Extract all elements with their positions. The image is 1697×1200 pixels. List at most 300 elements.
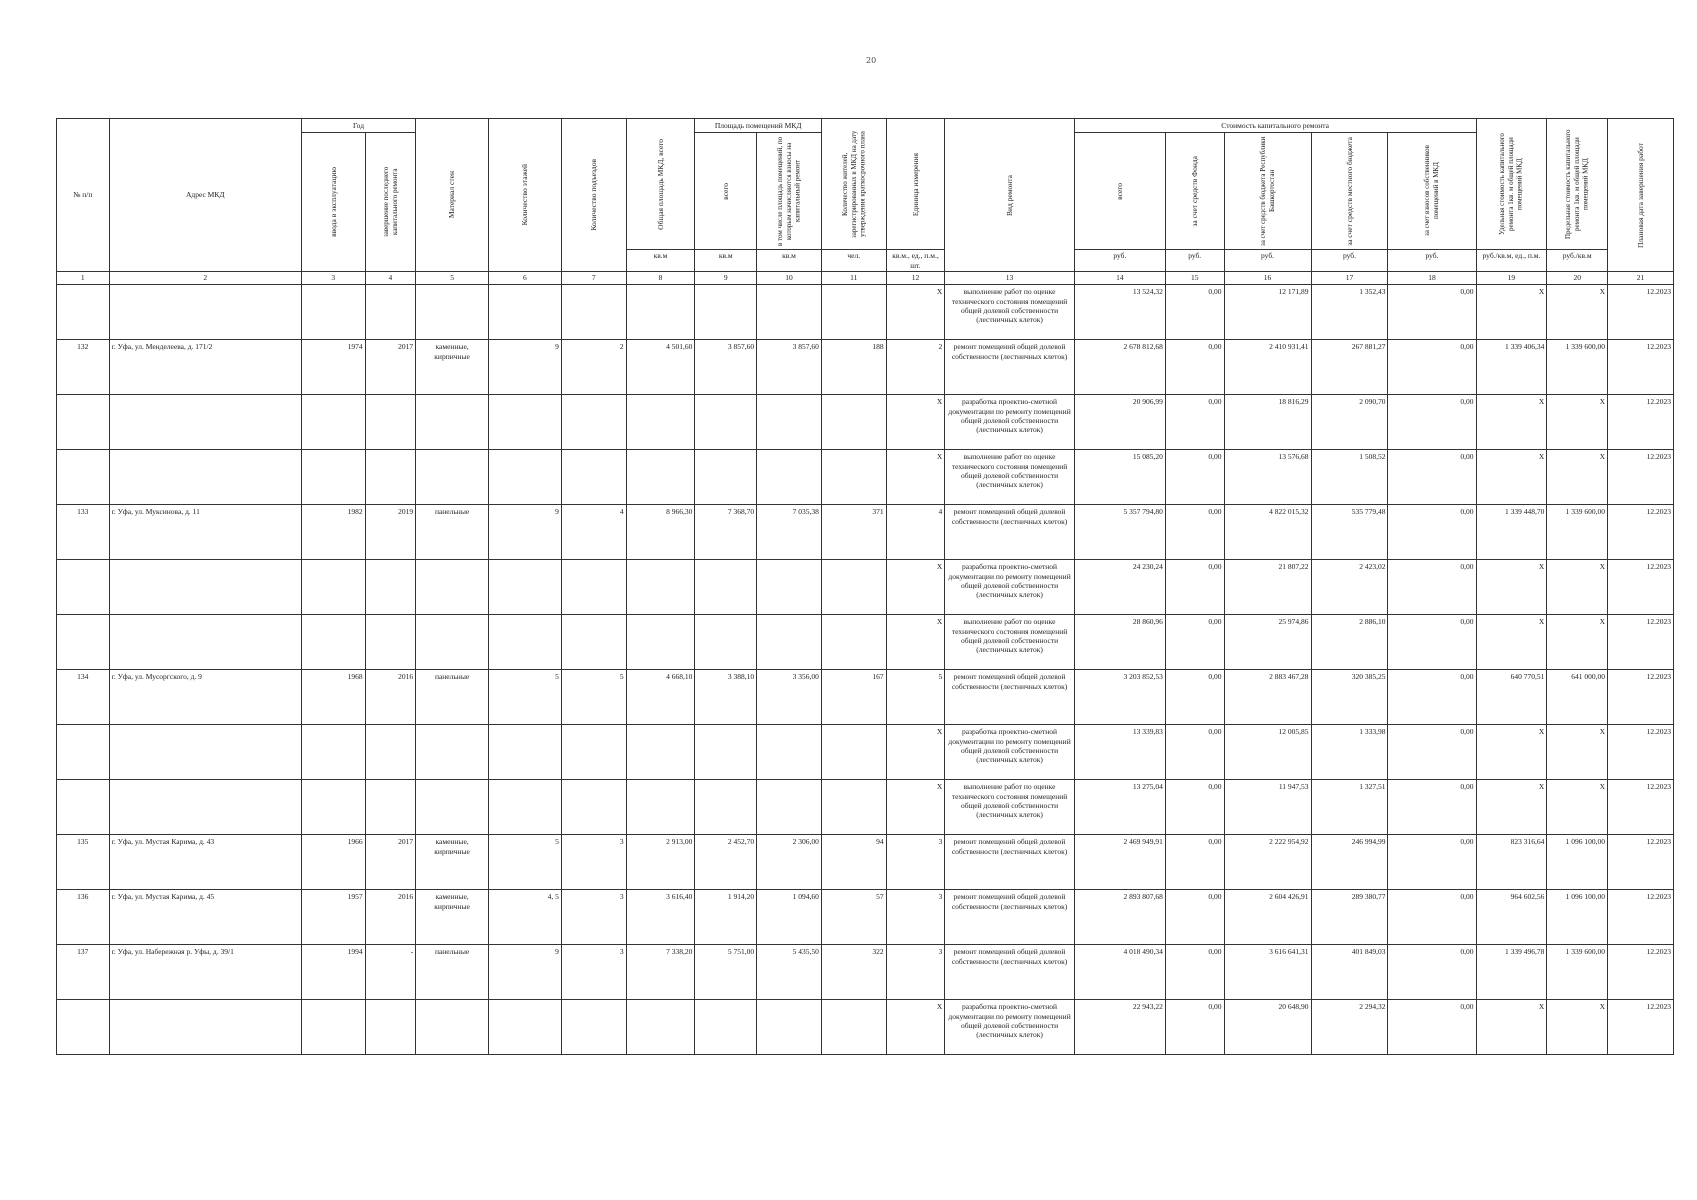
row-unit: X [886,725,945,780]
row-total-area [626,725,695,780]
column-number: 1 [57,272,110,285]
row-max-cost: 1 339 600,00 [1547,505,1608,560]
row-num: 132 [57,340,110,395]
row-floors: 5 [489,835,562,890]
table-row [57,945,1674,1000]
row-cost-local: 401 849,03 [1311,945,1388,1000]
unit-label: чел. [821,250,886,272]
row-num [57,395,110,450]
row-area-all [695,1000,757,1055]
row-residents [821,560,886,615]
row-cost-fund: 0,00 [1165,340,1224,395]
header-year-group: Год [301,119,415,133]
row-unit-cost: X [1476,725,1547,780]
table-row [57,505,1674,560]
row-area-incl [757,615,822,670]
table-header [57,119,1674,285]
row-area-all [695,780,757,835]
row-cost-republic: 21 807,22 [1224,560,1311,615]
row-cost-local: 267 881,27 [1311,340,1388,395]
row-residents: 188 [821,340,886,395]
row-cost-fund: 0,00 [1165,890,1224,945]
row-max-cost: X [1547,725,1608,780]
header-year-commission: ввода в эксплуатацию [301,133,365,272]
row-cost-total: 28 860,96 [1074,615,1165,670]
row-cost-local: 1 508,52 [1311,450,1388,505]
row-num: 137 [57,945,110,1000]
row-cost-owners: 0,00 [1388,505,1476,560]
row-unit: X [886,1000,945,1055]
column-number: 3 [301,272,365,285]
row-unit: 4 [886,505,945,560]
row-cost-republic: 12 005,85 [1224,725,1311,780]
table-row [57,835,1674,890]
header-cost-local: за счет средств местного бюджета [1311,133,1388,250]
row-wall-material [416,615,489,670]
column-number: 18 [1388,272,1476,285]
row-year-commission [301,725,365,780]
row-cost-local: 289 380,77 [1311,890,1388,945]
header-residents: Количество жителей, зарегистрированных в МКД на дату утверждения краткосрочного плана [821,119,886,250]
row-deadline: 12.2023 [1608,725,1674,780]
row-deadline: 12.2023 [1608,890,1674,945]
unit-label: руб. [1074,250,1165,272]
row-entrances: 2 [561,340,626,395]
unit-label: кв.м [695,250,757,272]
row-cost-fund: 0,00 [1165,945,1224,1000]
row-entrances: 4 [561,505,626,560]
row-floors: 4, 5 [489,890,562,945]
row-max-cost: X [1547,615,1608,670]
row-address: г. Уфа, ул. Мусоргского, д. 9 [109,670,301,725]
row-total-area: 3 616,40 [626,890,695,945]
row-year-commission [301,615,365,670]
unit-label: кв.м., ед., п.м., шт. [886,250,945,272]
row-max-cost: 1 339 600,00 [1547,340,1608,395]
row-work-type: ремонт помещений общей долевой собственности (лестничных клеток) [945,670,1075,725]
row-unit: X [886,450,945,505]
row-unit: 3 [886,835,945,890]
row-year-commission: 1957 [301,890,365,945]
row-floors [489,780,562,835]
row-max-cost: 1 096 100,00 [1547,890,1608,945]
row-cost-total: 5 357 794,80 [1074,505,1165,560]
row-area-all: 3 388,10 [695,670,757,725]
row-residents [821,780,886,835]
column-number: 7 [561,272,626,285]
row-unit-cost: X [1476,780,1547,835]
row-max-cost: X [1547,285,1608,340]
row-total-area [626,395,695,450]
row-cost-local: 535 779,48 [1311,505,1388,560]
row-floors [489,285,562,340]
column-number: 13 [945,272,1075,285]
row-work-type: разработка проектно-сметной документации по ремонту помещений общей долевой собственности (лестничных клеток) [945,1000,1075,1055]
row-entrances [561,450,626,505]
row-unit-cost: X [1476,615,1547,670]
row-deadline: 12.2023 [1608,560,1674,615]
header-cost-owners: за счет взносов собственников помещений в МКД [1388,133,1476,250]
header-year-last-repair: завершение последнего капитального ремонта [365,133,416,272]
table-row [57,670,1674,725]
row-unit: X [886,560,945,615]
header-cost-republic: за счет средств бюджета Республики Башкортостан [1224,133,1311,250]
row-area-all: 7 368,70 [695,505,757,560]
table-row [57,285,1674,340]
row-cost-republic: 2 410 931,41 [1224,340,1311,395]
row-work-type: ремонт помещений общей долевой собственности (лестничных клеток) [945,340,1075,395]
row-max-cost: 1 339 600,00 [1547,945,1608,1000]
row-address [109,1000,301,1055]
row-num: 135 [57,835,110,890]
header-unit-cost: Удельная стоимость капитального ремонта 1кв. м общей площади помещений МКД [1476,119,1547,250]
row-unit-cost: X [1476,450,1547,505]
row-cost-fund: 0,00 [1165,285,1224,340]
row-total-area [626,285,695,340]
row-area-all [695,450,757,505]
row-residents: 371 [821,505,886,560]
row-floors [489,450,562,505]
column-number-row [57,272,1674,285]
row-unit: 2 [886,340,945,395]
row-num: 136 [57,890,110,945]
row-year-commission: 1994 [301,945,365,1000]
row-unit: 3 [886,945,945,1000]
row-work-type: разработка проектно-сметной документации по ремонту помещений общей долевой собственности (лестничных клеток) [945,395,1075,450]
row-work-type: выполнение работ по оценке технического состояния помещений общей долевой собственности (лестничных клеток) [945,615,1075,670]
row-num [57,615,110,670]
row-work-type: разработка проектно-сметной документации по ремонту помещений общей долевой собственности (лестничных клеток) [945,725,1075,780]
row-address [109,395,301,450]
row-cost-fund: 0,00 [1165,450,1224,505]
header-total-area: Общая площадь МКД, всего [626,119,695,250]
row-unit-cost: 640 770,51 [1476,670,1547,725]
row-address: г. Уфа, ул. Мустая Карима, д. 43 [109,835,301,890]
row-year-commission [301,450,365,505]
row-wall-material [416,395,489,450]
row-cost-republic: 4 822 015,32 [1224,505,1311,560]
row-floors [489,615,562,670]
row-cost-total: 2 469 949,91 [1074,835,1165,890]
row-cost-owners: 0,00 [1388,395,1476,450]
row-floors: 5 [489,670,562,725]
header-cost-group: Стоимость капитального ремонта [1074,119,1476,133]
table-row [57,560,1674,615]
row-cost-fund: 0,00 [1165,560,1224,615]
row-residents [821,615,886,670]
row-address [109,560,301,615]
row-address [109,780,301,835]
row-cost-total: 4 018 490,34 [1074,945,1165,1000]
row-wall-material [416,725,489,780]
row-entrances [561,1000,626,1055]
row-total-area: 4 501,60 [626,340,695,395]
column-number: 19 [1476,272,1547,285]
row-entrances [561,725,626,780]
row-area-incl [757,1000,822,1055]
row-unit-cost: 964 602,56 [1476,890,1547,945]
row-entrances [561,780,626,835]
row-num [57,560,110,615]
row-unit: X [886,780,945,835]
row-cost-republic: 11 947,53 [1224,780,1311,835]
row-deadline: 12.2023 [1608,945,1674,1000]
row-area-incl [757,725,822,780]
table-body [57,285,1674,1055]
table-row [57,1000,1674,1055]
row-year-commission [301,285,365,340]
row-year-repair [365,285,416,340]
row-deadline: 12.2023 [1608,670,1674,725]
row-wall-material: панельные [416,670,489,725]
row-cost-total: 13 275,04 [1074,780,1165,835]
row-unit-cost: X [1476,1000,1547,1055]
row-cost-owners: 0,00 [1388,285,1476,340]
row-cost-fund: 0,00 [1165,395,1224,450]
row-deadline: 12.2023 [1608,1000,1674,1055]
table-row [57,395,1674,450]
row-entrances: 3 [561,945,626,1000]
row-deadline: 12.2023 [1608,835,1674,890]
row-cost-republic: 2 883 467,28 [1224,670,1311,725]
row-wall-material: каменные, кирпичные [416,890,489,945]
row-total-area [626,1000,695,1055]
row-residents: 94 [821,835,886,890]
row-entrances: 5 [561,670,626,725]
row-cost-owners: 0,00 [1388,890,1476,945]
row-total-area: 4 668,10 [626,670,695,725]
row-unit: X [886,615,945,670]
header-cost-fund: за счет средств Фонда [1165,133,1224,250]
header-unit: Единица измерения [886,119,945,250]
row-floors [489,560,562,615]
header-area-group: Площадь помещений МКД [695,119,821,133]
table-row [57,450,1674,505]
row-max-cost: X [1547,1000,1608,1055]
row-area-all: 5 751,00 [695,945,757,1000]
row-deadline: 12.2023 [1608,505,1674,560]
row-work-type: выполнение работ по оценке технического состояния помещений общей долевой собственности (лестничных клеток) [945,285,1075,340]
row-cost-republic: 20 648,90 [1224,1000,1311,1055]
column-number: 14 [1074,272,1165,285]
row-year-commission [301,395,365,450]
row-year-commission [301,1000,365,1055]
row-cost-owners: 0,00 [1388,670,1476,725]
row-entrances: 3 [561,835,626,890]
column-number: 10 [757,272,822,285]
row-cost-total: 2 893 807,68 [1074,890,1165,945]
row-wall-material [416,285,489,340]
row-address [109,725,301,780]
row-unit-cost: 1 339 406,34 [1476,340,1547,395]
row-cost-republic: 2 222 954,92 [1224,835,1311,890]
row-year-repair [365,1000,416,1055]
row-residents: 167 [821,670,886,725]
row-year-repair: 2016 [365,670,416,725]
row-unit-cost: X [1476,285,1547,340]
column-number: 4 [365,272,416,285]
row-unit: X [886,395,945,450]
row-year-commission: 1966 [301,835,365,890]
column-number: 8 [626,272,695,285]
column-number: 21 [1608,272,1674,285]
row-unit-cost: 823 316,64 [1476,835,1547,890]
row-total-area [626,450,695,505]
row-cost-owners: 0,00 [1388,780,1476,835]
row-total-area: 2 913,00 [626,835,695,890]
row-deadline: 12.2023 [1608,340,1674,395]
header-cost-total: всего [1074,133,1165,250]
header-work-type: Вид ремонта [945,119,1075,272]
row-deadline: 12.2023 [1608,780,1674,835]
row-total-area: 7 338,20 [626,945,695,1000]
row-area-incl: 3 356,00 [757,670,822,725]
unit-label: кв.м [626,250,695,272]
row-deadline: 12.2023 [1608,285,1674,340]
row-cost-republic: 12 171,89 [1224,285,1311,340]
row-work-type: ремонт помещений общей долевой собственности (лестничных клеток) [945,835,1075,890]
row-cost-owners: 0,00 [1388,340,1476,395]
row-max-cost: X [1547,450,1608,505]
row-cost-total: 2 678 812,68 [1074,340,1165,395]
row-year-repair [365,615,416,670]
row-max-cost: X [1547,780,1608,835]
row-cost-fund: 0,00 [1165,1000,1224,1055]
column-number: 15 [1165,272,1224,285]
row-residents [821,285,886,340]
row-total-area [626,615,695,670]
row-cost-local: 2 294,32 [1311,1000,1388,1055]
row-unit: X [886,285,945,340]
row-work-type: выполнение работ по оценке технического состояния помещений общей долевой собственности (лестничных клеток) [945,450,1075,505]
row-cost-owners: 0,00 [1388,560,1476,615]
column-number: 16 [1224,272,1311,285]
row-area-all: 1 914,20 [695,890,757,945]
row-wall-material [416,780,489,835]
row-total-area [626,780,695,835]
row-address: г. Уфа, ул. Муксинова, д. 11 [109,505,301,560]
row-cost-local: 2 090,70 [1311,395,1388,450]
row-cost-total: 15 085,20 [1074,450,1165,505]
row-area-incl: 3 857,60 [757,340,822,395]
row-year-commission [301,780,365,835]
row-wall-material [416,560,489,615]
row-year-repair: 2016 [365,890,416,945]
row-area-incl [757,285,822,340]
row-residents [821,1000,886,1055]
row-address [109,285,301,340]
row-area-incl: 2 306,00 [757,835,822,890]
row-year-repair: - [365,945,416,1000]
row-cost-local: 1 327,51 [1311,780,1388,835]
row-floors: 9 [489,505,562,560]
row-unit-cost: X [1476,395,1547,450]
unit-label: руб./кв.м, ед., п.м. [1476,250,1547,272]
row-total-area: 8 966,30 [626,505,695,560]
row-address [109,450,301,505]
row-residents [821,450,886,505]
row-cost-local: 2 886,10 [1311,615,1388,670]
column-number: 6 [489,272,562,285]
row-cost-total: 13 524,32 [1074,285,1165,340]
column-number: 5 [416,272,489,285]
row-cost-republic: 25 974,86 [1224,615,1311,670]
row-cost-total: 20 906,99 [1074,395,1165,450]
table-row [57,725,1674,780]
row-work-type: ремонт помещений общей долевой собственности (лестничных клеток) [945,945,1075,1000]
row-year-repair: 2019 [365,505,416,560]
table-row [57,890,1674,945]
column-number: 2 [109,272,301,285]
row-year-repair [365,560,416,615]
row-area-all [695,285,757,340]
header-wall-material: Материал стен [416,119,489,272]
row-floors: 9 [489,945,562,1000]
row-year-commission: 1968 [301,670,365,725]
header-floors: Количество этажей [489,119,562,272]
row-floors [489,725,562,780]
row-area-all [695,615,757,670]
row-cost-fund: 0,00 [1165,615,1224,670]
row-address [109,615,301,670]
row-area-all [695,395,757,450]
row-work-type: разработка проектно-сметной документации по ремонту помещений общей долевой собственности (лестничных клеток) [945,560,1075,615]
row-area-incl [757,450,822,505]
page-number: 20 [866,56,877,65]
row-area-incl [757,395,822,450]
row-num [57,285,110,340]
table-row [57,780,1674,835]
row-entrances [561,560,626,615]
row-year-repair [365,395,416,450]
row-wall-material [416,450,489,505]
row-num: 134 [57,670,110,725]
row-cost-fund: 0,00 [1165,780,1224,835]
row-entrances [561,285,626,340]
row-cost-republic: 2 604 426,91 [1224,890,1311,945]
row-entrances [561,615,626,670]
row-cost-republic: 3 616 641,31 [1224,945,1311,1000]
column-number: 9 [695,272,757,285]
row-wall-material: каменные, кирпичные [416,835,489,890]
header-address: Адрес МКД [109,119,301,272]
row-cost-owners: 0,00 [1388,835,1476,890]
row-year-repair: 2017 [365,835,416,890]
row-cost-owners: 0,00 [1388,450,1476,505]
row-year-repair [365,780,416,835]
row-cost-fund: 0,00 [1165,725,1224,780]
row-unit-cost: 1 339 496,78 [1476,945,1547,1000]
row-wall-material [416,1000,489,1055]
row-residents [821,395,886,450]
unit-label: руб. [1165,250,1224,272]
unit-label: руб. [1388,250,1476,272]
repair-plan-table [56,118,1674,1055]
row-max-cost: 1 096 100,00 [1547,835,1608,890]
header-max-cost: Предельная стоимость капитального ремонта 1кв. м общей площади помещений МКД [1547,119,1608,250]
unit-label: руб. [1224,250,1311,272]
row-max-cost: 641 000,00 [1547,670,1608,725]
row-num [57,780,110,835]
row-year-repair: 2017 [365,340,416,395]
row-cost-total: 13 339,83 [1074,725,1165,780]
row-address: г. Уфа, ул. Мустая Карима, д. 45 [109,890,301,945]
row-address: г. Уфа, ул. Менделеева, д. 171/2 [109,340,301,395]
table-row [57,340,1674,395]
row-unit: 5 [886,670,945,725]
row-cost-local: 1 352,43 [1311,285,1388,340]
unit-label: кв.м [757,250,822,272]
